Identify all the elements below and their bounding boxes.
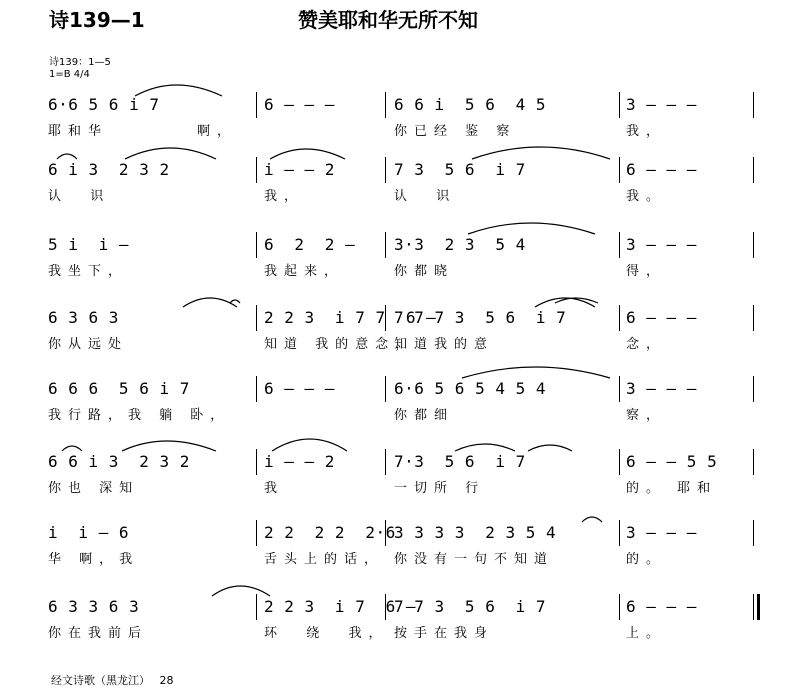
measure-notes: 6 – – – (626, 160, 697, 179)
key-signature: 1=B 4/4 (49, 69, 90, 80)
barline (385, 157, 386, 183)
barline (385, 232, 386, 258)
measure-lyrics: 得， (626, 264, 667, 279)
measure-lyrics: 按手在我身 (394, 626, 495, 641)
measure-lyrics: 我坐下， (48, 264, 129, 279)
measure (620, 220, 750, 290)
measure-lyrics: 我， (264, 189, 305, 204)
barline (385, 376, 386, 402)
measure (620, 437, 750, 507)
measure-notes: 6 6 i 3 2 3 2 (48, 452, 190, 471)
measure (258, 293, 437, 363)
measure-notes: i i – 6 (48, 523, 130, 542)
measure (388, 220, 616, 290)
barline (385, 520, 386, 546)
footer-source (51, 672, 174, 688)
barline (619, 449, 620, 475)
measure (388, 293, 616, 363)
measure (258, 364, 386, 434)
measure-lyrics: 我 (264, 481, 285, 496)
measure-notes: 2 2 3 i 7 6 – (264, 597, 416, 616)
measure (388, 145, 616, 215)
measure-notes: i – – 2 (264, 160, 335, 179)
measure-lyrics: 一切所 行 (394, 481, 486, 496)
hymn-number: 诗139—1 (49, 8, 145, 32)
measure-notes: 6 6 i 5 6 4 5 (394, 95, 546, 114)
measure (388, 80, 616, 150)
barline (753, 92, 754, 118)
music-system (0, 508, 788, 578)
measure-lyrics: 上。 (626, 626, 667, 641)
barline (619, 305, 620, 331)
music-system (0, 220, 788, 290)
measure-notes: 6 – – – (626, 308, 697, 327)
measure (258, 508, 396, 578)
measure (42, 364, 252, 434)
footer-book: 经文诗歌（黑龙江） (51, 674, 150, 687)
measure (388, 582, 616, 652)
barline (385, 594, 386, 620)
measure-notes: 6 2 2 – (264, 235, 356, 254)
measure (620, 582, 750, 652)
measure-lyrics: 的。 (626, 552, 667, 567)
measure-lyrics: 你从远处 (48, 337, 129, 352)
barline (256, 92, 257, 118)
measure-notes: 6 – – – (264, 379, 335, 398)
measure-notes: 6·6 5 6 i 7 (48, 95, 160, 114)
measure-notes: 2 2 3 i 7 7 6 – (264, 308, 437, 327)
measure-lyrics: 你没有一句不知道 (394, 552, 555, 567)
measure (42, 582, 252, 652)
barline (619, 232, 620, 258)
measure (258, 437, 386, 507)
measure-notes: 6·6 5 6 5 4 5 4 (394, 379, 546, 398)
footer-page-number: 28 (159, 674, 174, 687)
measure-notes: 7·3 5 6 i 7 (394, 452, 526, 471)
music-system (0, 145, 788, 215)
measure-notes: 3 – – – (626, 523, 697, 542)
measure (388, 508, 616, 578)
measure-lyrics: 认 识 (48, 189, 111, 204)
barline (256, 449, 257, 475)
measure (258, 220, 386, 290)
barline (753, 157, 754, 183)
scripture-reference: 诗139：1—5 (49, 57, 111, 68)
barline (753, 305, 754, 331)
measure-notes: 3 – – – (626, 235, 697, 254)
measure-notes: 3 – – – (626, 379, 697, 398)
measure-lyrics: 舌头上的话， (264, 552, 385, 567)
measure-notes: 6 6 6 5 6 i 7 (48, 379, 190, 398)
hymn-title: 赞美耶和华无所不知 (298, 8, 478, 32)
barline (753, 232, 754, 258)
measure (258, 80, 386, 150)
measure-notes: 6 – – 5 5 (626, 452, 718, 471)
barline (256, 157, 257, 183)
measure-lyrics: 我起来， (264, 264, 345, 279)
measure-lyrics: 知道 我的意念， (264, 337, 416, 352)
barline (619, 157, 620, 183)
measure (388, 364, 616, 434)
measure-lyrics: 你已经 鉴 察 (394, 124, 517, 139)
measure (42, 220, 252, 290)
barline (753, 449, 754, 475)
measure (42, 80, 252, 150)
measure-notes: 6 – – – (264, 95, 335, 114)
measure-lyrics: 察， (626, 408, 667, 423)
measure (620, 293, 750, 363)
measure-notes: 3·3 2 3 5 4 (394, 235, 526, 254)
measure (42, 437, 252, 507)
measure-notes: 5 i i – (48, 235, 130, 254)
barline (256, 376, 257, 402)
measure-notes: 3 3 3 3 2 3 5 4 (394, 523, 557, 542)
measure-lyrics: 念， (626, 337, 667, 352)
barline (619, 92, 620, 118)
measure-notes: i – – 2 (264, 452, 335, 471)
measure-lyrics: 华 啊，我 (48, 552, 140, 567)
music-system (0, 437, 788, 507)
measure-notes: 6 3 3 6 3 (48, 597, 140, 616)
measure-lyrics: 你都细 (394, 408, 455, 423)
barline (256, 594, 257, 620)
measure (620, 80, 750, 150)
measure-notes: 2 2 2 2 2·6 (264, 523, 396, 542)
measure-notes: 6 i 3 2 3 2 (48, 160, 170, 179)
measure-lyrics: 你在我前后 (48, 626, 149, 641)
measure-lyrics: 知道我的意 (394, 337, 495, 352)
barline (619, 520, 620, 546)
measure-notes: 6 – – – (626, 597, 697, 616)
measure-notes: 7 3 5 6 i 7 (394, 160, 526, 179)
barline (753, 520, 754, 546)
measure (388, 437, 616, 507)
measure-lyrics: 我。 (626, 189, 667, 204)
measure (42, 293, 252, 363)
barline (385, 305, 386, 331)
measure-lyrics: 我， (626, 124, 667, 139)
barline (256, 305, 257, 331)
music-system (0, 293, 788, 363)
measure-lyrics: 耶和华 啊， (48, 124, 238, 139)
measure-lyrics: 认 识 (394, 189, 457, 204)
music-system (0, 582, 788, 652)
music-system (0, 80, 788, 150)
measure-lyrics: 我行路，我 躺 卧， (48, 408, 231, 423)
measure (258, 145, 386, 215)
measure (42, 145, 252, 215)
measure-lyrics: 你都晓 (394, 264, 455, 279)
measure-notes: 7 7 7 3 5 6 i 7 (394, 308, 567, 327)
measure-notes: 7 7 3 5 6 i 7 (394, 597, 546, 616)
music-system (0, 364, 788, 434)
measure-lyrics: 环 绕 我， (264, 626, 389, 641)
measure (258, 582, 416, 652)
measure (42, 508, 252, 578)
measure (620, 508, 750, 578)
measure-lyrics: 的。 耶和 (626, 481, 718, 496)
measure-notes: 6 3 6 3 (48, 308, 119, 327)
barline (385, 92, 386, 118)
barline (753, 376, 754, 402)
barline (385, 449, 386, 475)
measure-notes: 3 – – – (626, 95, 697, 114)
final-barline (753, 594, 760, 620)
measure (620, 145, 750, 215)
measure-lyrics: 你也 深知 (48, 481, 140, 496)
barline (619, 376, 620, 402)
barline (619, 594, 620, 620)
barline (256, 520, 257, 546)
barline (256, 232, 257, 258)
measure (620, 364, 750, 434)
